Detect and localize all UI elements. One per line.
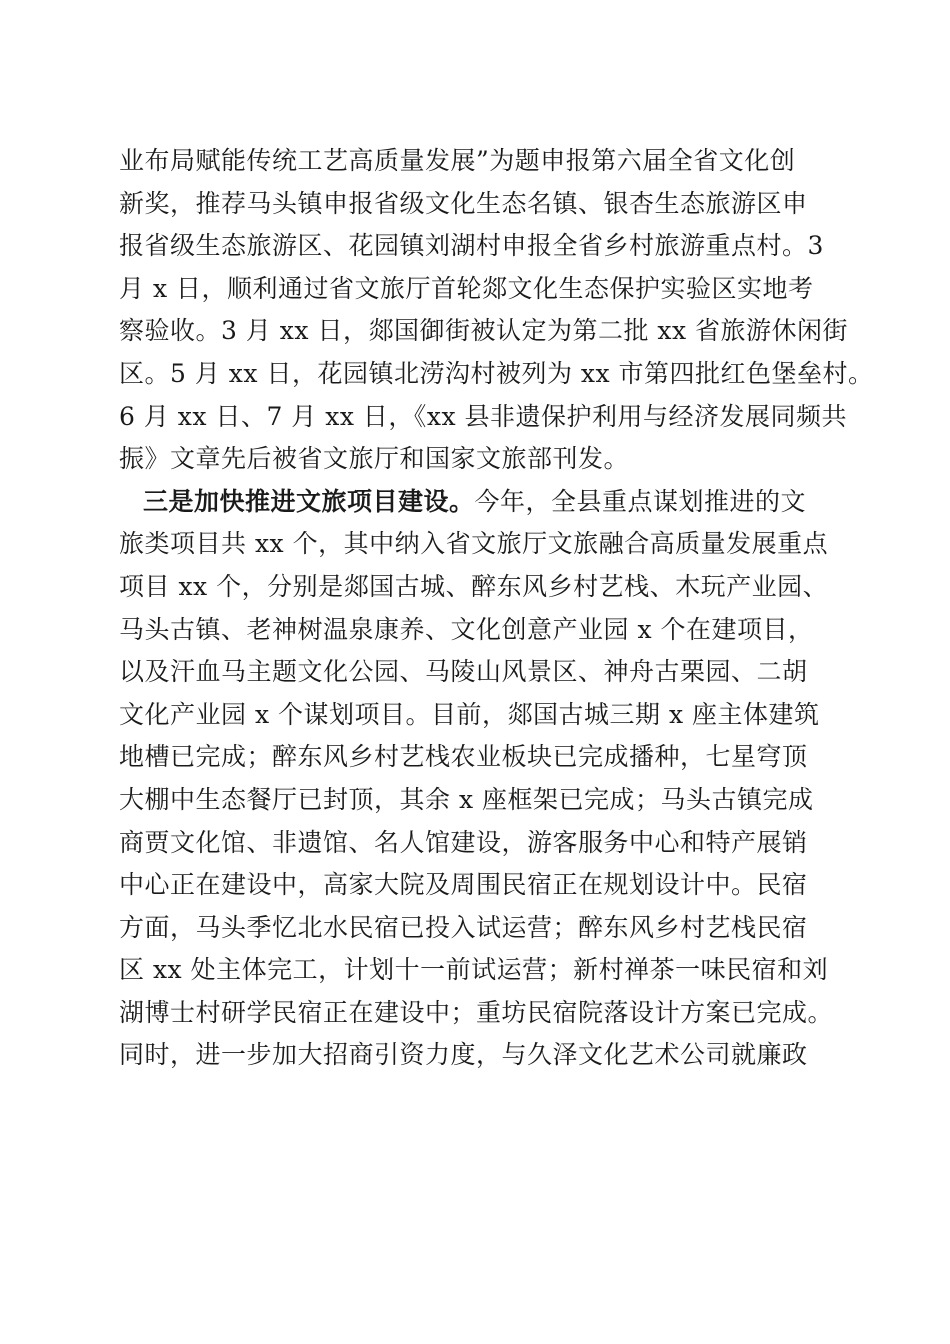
text-line: 中心正在建设中，高家大院及周围民宿正在规划设计中。民宿 [119, 870, 808, 900]
text-line: 新奖，推荐马头镇申报省级文化生态名镇、银杏生态旅游区申 [119, 188, 808, 218]
text-line: 月 x 日，顺利通过省文旅厅首轮郯文化生态保护实验区实地考 [119, 273, 814, 303]
text-line: 项目 xx 个，分别是郯国古城、醉东风乡村艺栈、木玩产业园、 [119, 571, 829, 601]
text-line: 业布局赋能传统工艺高质量发展”为题申报第六届全省文化创 [119, 146, 796, 175]
text-line: 区 xx 处主体完工，计划十一前试运营；新村禅茶一味民宿和刘 [119, 955, 829, 985]
document-body [119, 140, 874, 1077]
text-line: 方面，马头季忆北水民宿已投入试运营；醉东风乡村艺栈民宿 [119, 912, 808, 942]
text-line: 察验收。3 月 xx 日，郯国御街被认定为第二批 xx 省旅游休闲街 [119, 316, 849, 346]
text-line: 报省级生态旅游区、花园镇刘湖村申报全省乡村旅游重点村。3 [119, 231, 824, 261]
text-line: 区。5 月 xx 日，花园镇北涝沟村被列为 xx 市第四批红色堡垒村。 [119, 358, 874, 388]
text-line: 湖博士村研学民宿正在建设中；重坊民宿院落设计方案已完成。 [119, 997, 834, 1027]
paragraph-1 [119, 140, 874, 481]
text-line: 文化产业园 x 个谋划项目。目前，郯国古城三期 x 座主体建筑 [119, 699, 820, 729]
text-line: 马头古镇、老神树温泉康养、文化创意产业园 x 个在建项目， [119, 614, 814, 644]
text-line: 同时，进一步加大招商引资力度，与久泽文化艺术公司就廉政 [119, 1040, 808, 1070]
text-line: 大棚中生态餐厅已封顶，其余 x 座框架已完成；马头古镇完成 [119, 784, 814, 814]
section-heading: 三是加快推进文旅项目建设。 [143, 486, 475, 516]
text-line: 商贾文化馆、非遗馆、名人馆建设，游客服务中心和特产展销 [119, 827, 808, 857]
paragraph-2-first-line [119, 481, 839, 524]
text-line: 6 月 xx 日、7 月 xx 日，《xx 县非遗保护利用与经济发展同频共 [119, 401, 848, 431]
paragraph-2 [119, 481, 839, 1077]
text-line: 以及汗血马主题文化公园、马陵山风景区、神舟古栗园、二胡 [119, 657, 808, 687]
text-line: 地槽已完成；醉东风乡村艺栈农业板块已完成播种，七星穹顶 [119, 742, 808, 772]
text-span: 今年，全县重点谋划推进的文 [474, 486, 807, 516]
text-line: 振》文章先后被省文旅厅和国家文旅部刊发。 [119, 444, 630, 474]
text-line: 旅类项目共 xx 个，其中纳入省文旅厅文旅融合高质量发展重点 [119, 529, 829, 559]
